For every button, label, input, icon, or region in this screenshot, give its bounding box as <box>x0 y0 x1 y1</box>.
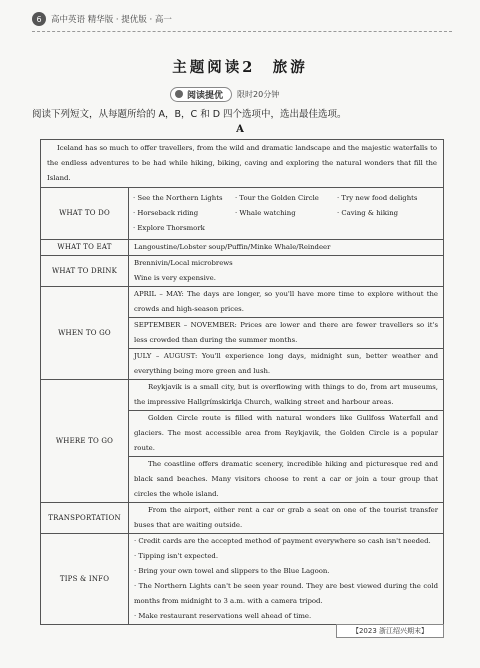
place-paragraph: Golden Circle route is filled with natural wonders like Gullfoss Waterfall and glaciers. The most accessible area from Reykjavik, the Golden Circle is a popular route. <box>129 410 443 456</box>
label-what-to-drink: WHAT TO DRINK <box>41 256 129 287</box>
row-where-to-go <box>41 380 444 503</box>
activity-grid <box>129 191 443 236</box>
badge-label-box <box>170 87 232 102</box>
label-transportation: TRANSPORTATION <box>41 503 129 534</box>
activity-item: · See the Northern Lights <box>133 194 223 202</box>
book-title: 高中英语 精华版 · 提优版 · 高一 <box>51 15 172 25</box>
activity-item: · Whale watching <box>235 209 296 217</box>
reading-badge <box>170 86 279 102</box>
label-what-to-do: WHAT TO DO <box>41 188 129 240</box>
page-title: 主题阅读2 旅游 <box>172 59 308 76</box>
row-transportation <box>41 503 444 534</box>
time-limit: 限时20分钟 <box>237 89 280 99</box>
what-to-do-cell <box>129 188 444 240</box>
badge-dot-icon <box>175 90 183 98</box>
info-table <box>40 139 444 625</box>
header-divider <box>32 31 452 32</box>
tip-item: · Tipping isn't expected. <box>134 552 219 560</box>
transportation-text: From the airport, either rent a car or grab a seat on one of the tourist transfer buses that are waiting outside. <box>129 503 444 534</box>
page-header <box>32 8 452 30</box>
drink-line: Brennivin/Local microbrews <box>134 259 233 267</box>
label-tips: TIPS & INFO <box>41 534 129 625</box>
tip-item: · Bring your own towel and slippers to the Blue Lagoon. <box>134 567 330 575</box>
season-paragraph: SEPTEMBER – NOVEMBER: Prices are lower and there are fewer travellers so it's less crowded than during the summer months. <box>129 317 443 348</box>
season-paragraph: JULY – AUGUST: You'll experience long days, midnight sun, better weather and everything being more green and lush. <box>129 348 443 379</box>
intro-text: Iceland has so much to offer travellers, from the wild and dramatic landscape and the majestic waterfalls to the endless adventures to be had while hiking, biking, caving and exploring the natural wonders that fill the Island. <box>41 140 444 188</box>
activity-item: · Tour the Golden Circle <box>235 194 319 202</box>
what-to-drink-cell <box>129 256 444 287</box>
season-paragraph: APRIL – MAY: The days are longer, so you'll have more time to explore without the crowds and high-season prices. <box>134 290 438 313</box>
activity-item: · Try new food delights <box>337 194 418 202</box>
section-letter: A <box>236 124 244 135</box>
intro-row <box>41 140 444 188</box>
tip-item: · Credit cards are the accepted method of payment everywhere so cash isn't needed. <box>134 537 431 545</box>
page-number: 6 <box>32 12 46 26</box>
drink-note: Wine is very expensive. <box>134 274 216 282</box>
label-when-to-go: WHEN TO GO <box>41 287 129 380</box>
row-what-to-do <box>41 188 444 240</box>
label-what-to-eat: WHAT TO EAT <box>41 240 129 256</box>
place-paragraph: Reykjavik is a small city, but is overflowing with things to do, from art museums, the impressive Hallgrímskirkja Church, walking street and harbour areas. <box>134 383 438 406</box>
where-to-go-cell <box>129 380 444 503</box>
activity-item: · Caving & hiking <box>337 209 399 217</box>
instruction-text: 阅读下列短文，从每题所给的 A，B，C 和 D 四个选项中，选出最佳选项。 <box>32 109 347 120</box>
row-tips <box>41 534 444 625</box>
row-when-to-go <box>41 287 444 380</box>
tip-item: · The Northern Lights can't be seen year round. They are best viewed during the cold months from midnight to 3 a.m. with a camera tripod. <box>134 582 438 605</box>
badge-label: 阅读提优 <box>187 90 224 101</box>
activity-item: · Horseback riding <box>133 209 199 217</box>
row-what-to-drink <box>41 256 444 287</box>
tip-item: · Make restaurant reservations well ahead of time. <box>134 612 312 620</box>
row-what-to-eat <box>41 240 444 256</box>
place-paragraph: The coastline offers dramatic scenery, incredible hiking and picturesque red and black sand beaches. Many visitors choose to rent a car or join a tour group that circles the whole island. <box>129 456 443 502</box>
tips-cell <box>129 534 444 625</box>
when-to-go-cell <box>129 287 444 380</box>
label-where-to-go: WHERE TO GO <box>41 380 129 503</box>
source-tag: 【2023 浙江绍兴期末】 <box>336 624 444 638</box>
what-to-eat-text: Langoustine/Lobster soup/Puffin/Minke Whale/Reindeer <box>129 240 444 256</box>
activity-item: · Explore Thorsmork <box>133 224 205 232</box>
